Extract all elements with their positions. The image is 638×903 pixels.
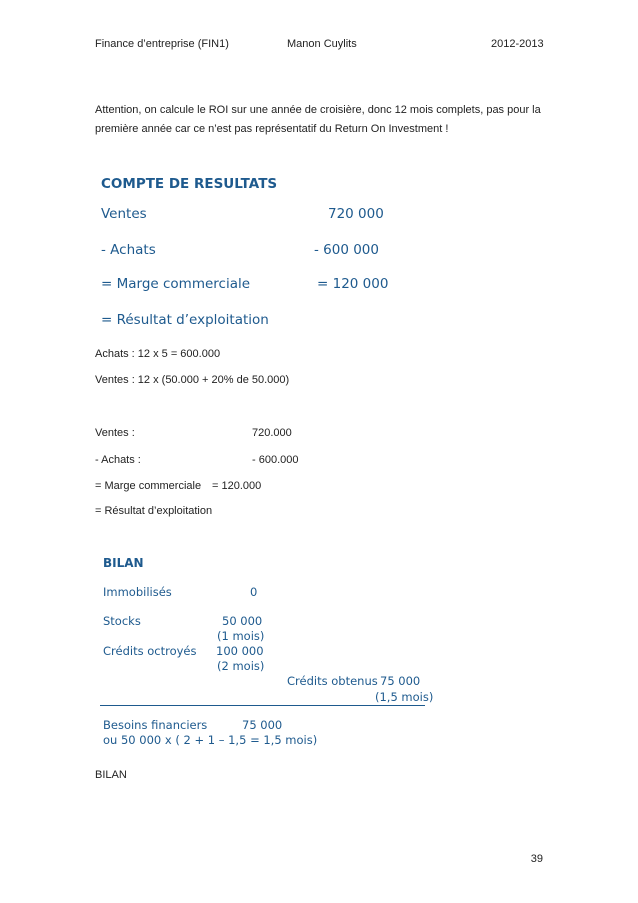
rt-marge-value: = 120.000	[212, 480, 262, 492]
bilan-title: BILAN	[103, 556, 144, 570]
header-author: Manon Cuylits	[287, 38, 357, 50]
cr-achats-value: - 600 000	[314, 242, 379, 258]
bilan-besoins-value: 75 000	[242, 718, 283, 732]
cr-ventes-value: 720 000	[328, 206, 384, 222]
rt-marge-label: = Marge commerciale	[95, 480, 202, 492]
bilan-besoins-label: Besoins financiers	[103, 718, 208, 732]
rt-ventes-value: 720.000	[252, 427, 292, 439]
cr-ventes-label: Ventes	[101, 206, 147, 222]
page-number: 39	[530, 853, 543, 865]
bilan-immobilises-value: 0	[250, 585, 258, 599]
bilan-credits-obtenus-label: Crédits obtenus	[287, 674, 378, 688]
cr-marge-label: = Marge commerciale	[101, 276, 251, 292]
bilan-besoins-formula: ou 50 000 x ( 2 + 1 – 1,5 = 1,5 mois)	[103, 733, 318, 747]
bilan-stocks-note: (1 mois)	[217, 629, 265, 643]
bilan-credits-obtenus-note: (1,5 mois)	[375, 690, 434, 704]
rt-resultat-label: = Résultat d’exploitation	[95, 505, 213, 517]
rt-achats-value: - 600.000	[252, 454, 299, 466]
rt-achats-label: - Achats :	[95, 454, 141, 466]
calc-achats: Achats : 12 x 5 = 600.000	[95, 348, 221, 360]
bilan-credits-obtenus-value: 75 000	[380, 674, 421, 688]
header-course: Finance d’entreprise (FIN1)	[95, 38, 229, 50]
bilan-credits-octroyes-note: (2 mois)	[217, 659, 265, 673]
bilan-caption: BILAN	[95, 769, 127, 781]
bilan-stocks-label: Stocks	[103, 614, 141, 628]
intro-paragraph: Attention, on calcule le ROI sur une année de croisière, donc 12 mois complets, pas pour la première année car ce n’est pas représentatif du Return On Investment !	[95, 104, 541, 135]
calc-ventes: Ventes : 12 x (50.000 + 20% de 50.000)	[95, 374, 290, 386]
bilan-stocks-value: 50 000	[222, 614, 263, 628]
bilan-credits-octroyes-label: Crédits octroyés	[103, 644, 197, 658]
bilan-credits-octroyes-value: 100 000	[216, 644, 264, 658]
cr-resultat-label: = Résultat d’exploitation	[101, 312, 269, 328]
rt-ventes-label: Ventes :	[95, 427, 135, 439]
compte-resultats-title: COMPTE DE RESULTATS	[101, 176, 278, 192]
cr-achats-label: - Achats	[101, 242, 156, 258]
bilan-immobilises-label: Immobilisés	[103, 585, 172, 599]
header-year: 2012-2013	[491, 38, 544, 50]
cr-marge-value: = 120 000	[317, 276, 389, 292]
bilan-divider	[100, 705, 425, 706]
